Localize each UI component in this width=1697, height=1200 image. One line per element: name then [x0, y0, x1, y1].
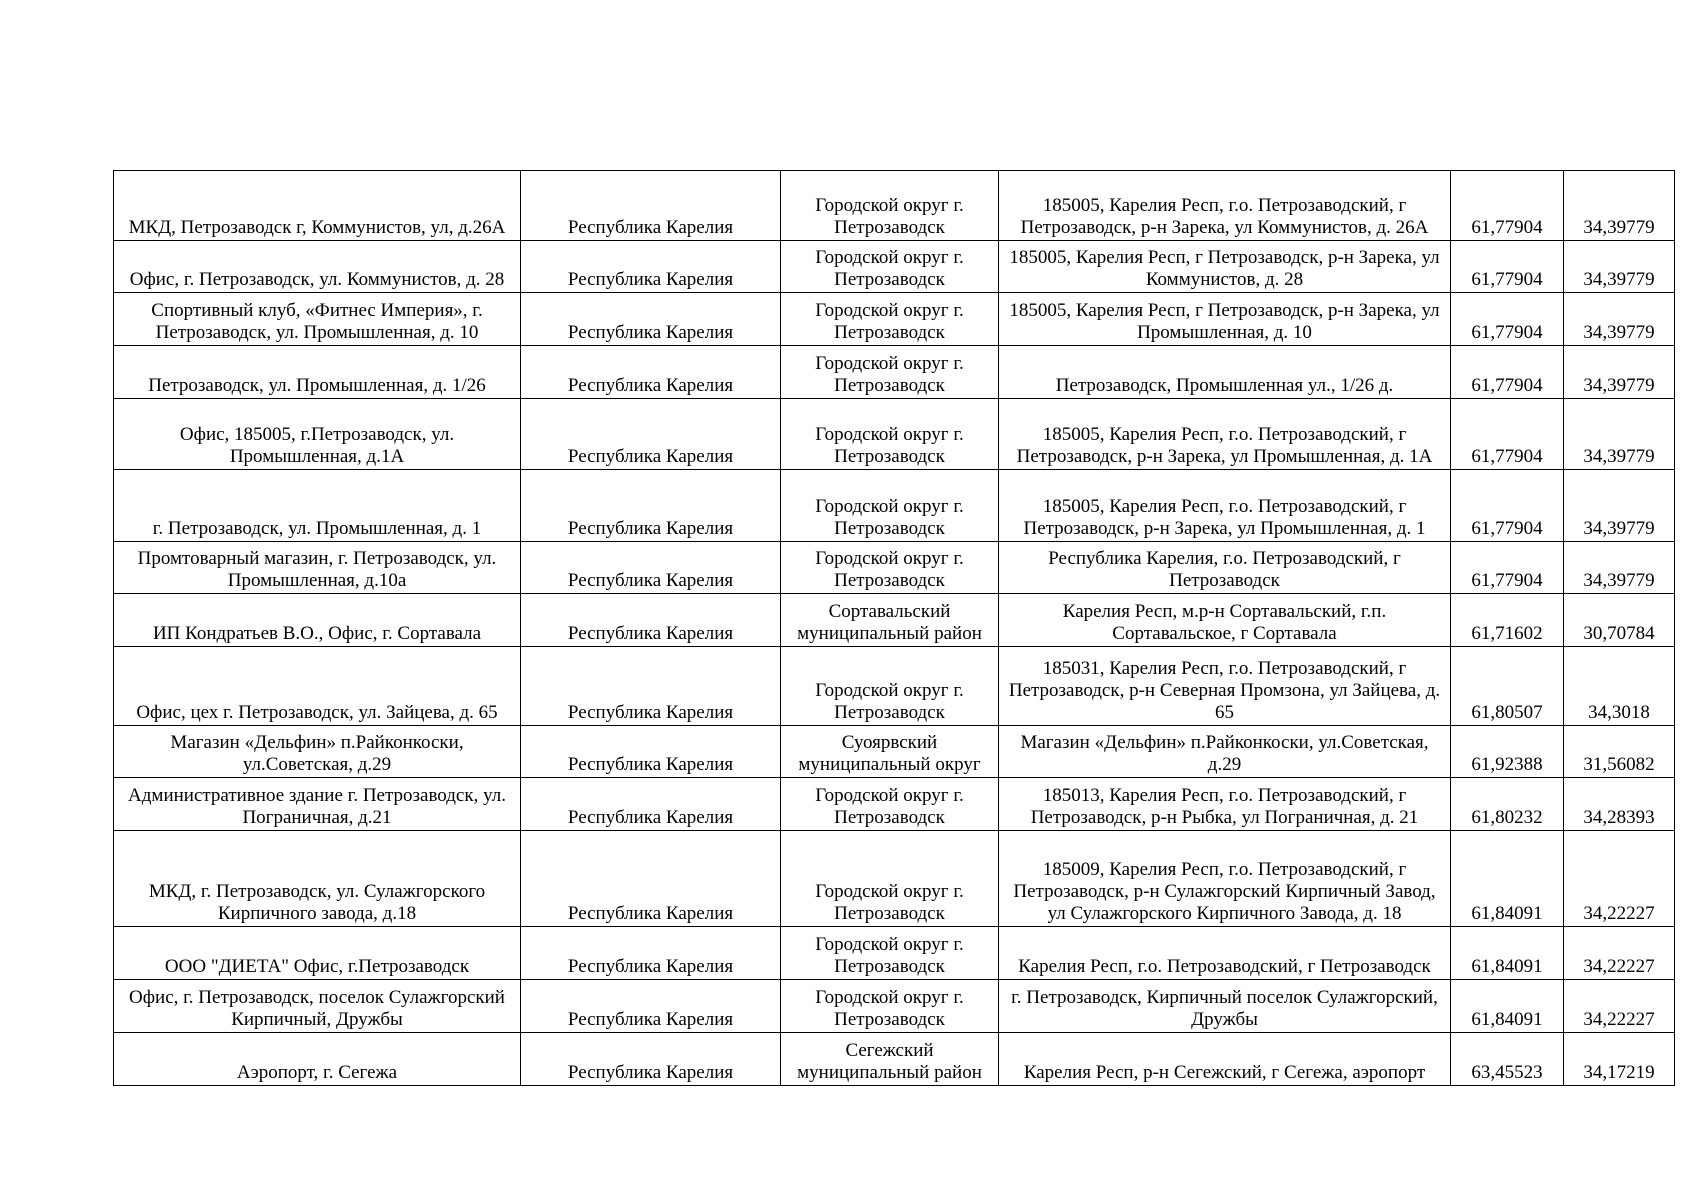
- table-row: [114, 980, 1675, 1033]
- municipality-cell: Городской округ г. Петрозаводск: [781, 542, 999, 594]
- municipality-cell: Городской округ г. Петрозаводск: [781, 399, 999, 470]
- table-row: [114, 594, 1675, 647]
- municipality-cell: Городской округ г. Петрозаводск: [781, 980, 999, 1033]
- address-cell: 185005, Карелия Респ, г.о. Петрозаводский, г Петрозаводск, р-н Зарека, ул Промышленная, д. 1: [999, 470, 1451, 542]
- table-row: [114, 1033, 1675, 1086]
- region-cell: Республика Карелия: [521, 927, 781, 980]
- region-cell: Республика Карелия: [521, 293, 781, 346]
- region-cell: Республика Карелия: [521, 647, 781, 726]
- region-cell: Республика Карелия: [521, 726, 781, 778]
- table-row: [114, 726, 1675, 778]
- table-row: [114, 542, 1675, 594]
- municipality-cell: Сортавальский муниципальный район: [781, 594, 999, 647]
- table-row: [114, 293, 1675, 346]
- object-cell: Аэропорт, г. Сегежа: [114, 1033, 521, 1086]
- longitude-cell: 34,39779: [1564, 399, 1675, 470]
- latitude-cell: 61,92388: [1451, 726, 1564, 778]
- municipality-cell: Суоярвский муниципальный округ: [781, 726, 999, 778]
- longitude-cell: 34,28393: [1564, 778, 1675, 831]
- address-cell: 185005, Карелия Респ, г.о. Петрозаводский, г Петрозаводск, р-н Зарека, ул Промышленная, д. 1А: [999, 399, 1451, 470]
- latitude-cell: 61,77904: [1451, 171, 1564, 241]
- region-cell: Республика Карелия: [521, 594, 781, 647]
- table-row: [114, 927, 1675, 980]
- object-cell: Офис, цех г. Петрозаводск, ул. Зайцева, д. 65: [114, 647, 521, 726]
- longitude-cell: 34,39779: [1564, 470, 1675, 542]
- municipality-cell: Городской округ г. Петрозаводск: [781, 293, 999, 346]
- latitude-cell: 63,45523: [1451, 1033, 1564, 1086]
- latitude-cell: 61,80232: [1451, 778, 1564, 831]
- table-row: [114, 831, 1675, 927]
- addresses-table: [113, 170, 1675, 1086]
- address-cell: Республика Карелия, г.о. Петрозаводский, г Петрозаводск: [999, 542, 1451, 594]
- object-cell: Промтоварный магазин, г. Петрозаводск, ул. Промышленная, д.10а: [114, 542, 521, 594]
- region-cell: Республика Карелия: [521, 778, 781, 831]
- longitude-cell: 34,39779: [1564, 346, 1675, 399]
- region-cell: Республика Карелия: [521, 542, 781, 594]
- object-cell: МКД, г. Петрозаводск, ул. Сулажгорского Кирпичного завода, д.18: [114, 831, 521, 927]
- longitude-cell: 31,56082: [1564, 726, 1675, 778]
- object-cell: Офис, г. Петрозаводск, ул. Коммунистов, д. 28: [114, 241, 521, 293]
- address-cell: Петрозаводск, Промышленная ул., 1/26 д.: [999, 346, 1451, 399]
- longitude-cell: 34,39779: [1564, 293, 1675, 346]
- region-cell: Республика Карелия: [521, 346, 781, 399]
- municipality-cell: Городской округ г. Петрозаводск: [781, 241, 999, 293]
- latitude-cell: 61,77904: [1451, 470, 1564, 542]
- municipality-cell: Городской округ г. Петрозаводск: [781, 778, 999, 831]
- address-cell: г. Петрозаводск, Кирпичный поселок Сулажгорский, Дружбы: [999, 980, 1451, 1033]
- address-cell: Карелия Респ, г.о. Петрозаводский, г Петрозаводск: [999, 927, 1451, 980]
- latitude-cell: 61,84091: [1451, 980, 1564, 1033]
- address-cell: 185009, Карелия Респ, г.о. Петрозаводский, г Петрозаводск, р-н Сулажгорский Кирпичный Завод, ул Сулажгорского Кирпичного Завода, д. 18: [999, 831, 1451, 927]
- address-cell: 185013, Карелия Респ, г.о. Петрозаводский, г Петрозаводск, р-н Рыбка, ул Пограничная, д. 21: [999, 778, 1451, 831]
- object-cell: Спортивный клуб, «Фитнес Империя», г. Петрозаводск, ул. Промышленная, д. 10: [114, 293, 521, 346]
- municipality-cell: Городской округ г. Петрозаводск: [781, 927, 999, 980]
- object-cell: Офис, г. Петрозаводск, поселок Сулажгорский Кирпичный, Дружбы: [114, 980, 521, 1033]
- object-cell: Офис, 185005, г.Петрозаводск, ул. Промышленная, д.1А: [114, 399, 521, 470]
- table-row: [114, 778, 1675, 831]
- longitude-cell: 30,70784: [1564, 594, 1675, 647]
- table-row: [114, 171, 1675, 241]
- municipality-cell: Городской округ г. Петрозаводск: [781, 171, 999, 241]
- municipality-cell: Городской округ г. Петрозаводск: [781, 346, 999, 399]
- region-cell: Республика Карелия: [521, 171, 781, 241]
- region-cell: Республика Карелия: [521, 399, 781, 470]
- object-cell: Административное здание г. Петрозаводск, ул. Пограничная, д.21: [114, 778, 521, 831]
- longitude-cell: 34,17219: [1564, 1033, 1675, 1086]
- latitude-cell: 61,80507: [1451, 647, 1564, 726]
- latitude-cell: 61,77904: [1451, 399, 1564, 470]
- address-cell: 185031, Карелия Респ, г.о. Петрозаводский, г Петрозаводск, р-н Северная Промзона, ул Зайцева, д. 65: [999, 647, 1451, 726]
- municipality-cell: Сегежский муниципальный район: [781, 1033, 999, 1086]
- latitude-cell: 61,77904: [1451, 293, 1564, 346]
- latitude-cell: 61,84091: [1451, 831, 1564, 927]
- address-cell: 185005, Карелия Респ, г Петрозаводск, р-н Зарека, ул Коммунистов, д. 28: [999, 241, 1451, 293]
- latitude-cell: 61,71602: [1451, 594, 1564, 647]
- object-cell: Магазин «Дельфин» п.Райконкоски, ул.Советская, д.29: [114, 726, 521, 778]
- latitude-cell: 61,77904: [1451, 241, 1564, 293]
- longitude-cell: 34,39779: [1564, 241, 1675, 293]
- object-cell: ИП Кондратьев В.О., Офис, г. Сортавала: [114, 594, 521, 647]
- object-cell: г. Петрозаводск, ул. Промышленная, д. 1: [114, 470, 521, 542]
- table-row: [114, 346, 1675, 399]
- longitude-cell: 34,22227: [1564, 927, 1675, 980]
- address-cell: Карелия Респ, р-н Сегежский, г Сегежа, аэропорт: [999, 1033, 1451, 1086]
- municipality-cell: Городской округ г. Петрозаводск: [781, 831, 999, 927]
- address-cell: 185005, Карелия Респ, г.о. Петрозаводский, г Петрозаводск, р-н Зарека, ул Коммунистов, д. 26А: [999, 171, 1451, 241]
- region-cell: Республика Карелия: [521, 241, 781, 293]
- table-row: [114, 399, 1675, 470]
- object-cell: ООО "ДИЕТА" Офис, г.Петрозаводск: [114, 927, 521, 980]
- longitude-cell: 34,22227: [1564, 831, 1675, 927]
- municipality-cell: Городской округ г. Петрозаводск: [781, 470, 999, 542]
- latitude-cell: 61,84091: [1451, 927, 1564, 980]
- longitude-cell: 34,39779: [1564, 171, 1675, 241]
- region-cell: Республика Карелия: [521, 1033, 781, 1086]
- region-cell: Республика Карелия: [521, 980, 781, 1033]
- address-cell: Магазин «Дельфин» п.Райконкоски, ул.Советская, д.29: [999, 726, 1451, 778]
- longitude-cell: 34,22227: [1564, 980, 1675, 1033]
- object-cell: МКД, Петрозаводск г, Коммунистов, ул, д.26А: [114, 171, 521, 241]
- object-cell: Петрозаводск, ул. Промышленная, д. 1/26: [114, 346, 521, 399]
- region-cell: Республика Карелия: [521, 470, 781, 542]
- region-cell: Республика Карелия: [521, 831, 781, 927]
- address-cell: Карелия Респ, м.р-н Сортавальский, г.п. Сортавальское, г Сортавала: [999, 594, 1451, 647]
- table-row: [114, 647, 1675, 726]
- latitude-cell: 61,77904: [1451, 542, 1564, 594]
- longitude-cell: 34,39779: [1564, 542, 1675, 594]
- latitude-cell: 61,77904: [1451, 346, 1564, 399]
- longitude-cell: 34,3018: [1564, 647, 1675, 726]
- municipality-cell: Городской округ г. Петрозаводск: [781, 647, 999, 726]
- table-row: [114, 241, 1675, 293]
- address-cell: 185005, Карелия Респ, г Петрозаводск, р-н Зарека, ул Промышленная, д. 10: [999, 293, 1451, 346]
- table-row: [114, 470, 1675, 542]
